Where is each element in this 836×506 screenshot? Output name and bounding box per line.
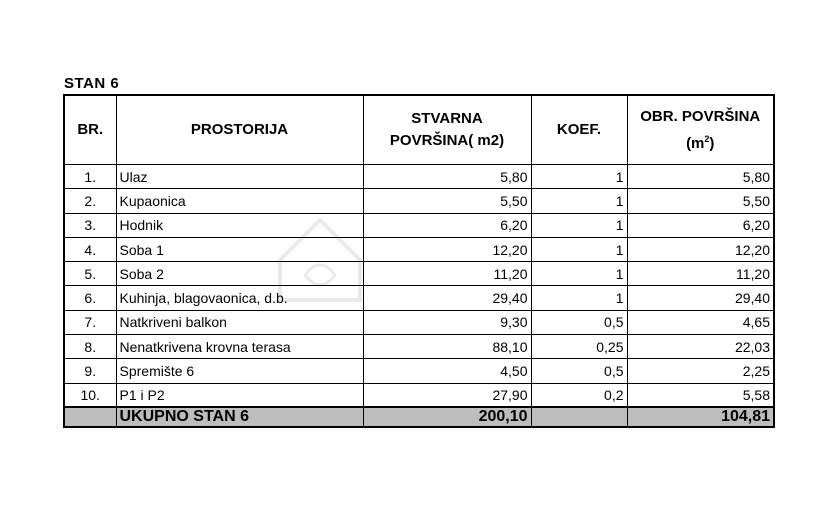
table-row [64,310,774,334]
header-stvarna [363,95,531,165]
row-koef: 0,5 [531,310,627,334]
header-row [64,95,774,165]
row-number: 1. [64,165,116,189]
row-koef: 0,25 [531,335,627,359]
row-room-name: Soba 1 [116,237,363,261]
row-koef: 0,5 [531,359,627,383]
table-row [64,359,774,383]
total-br [64,407,116,427]
row-room-name: Hodnik [116,213,363,237]
row-stvarna: 11,20 [363,262,531,286]
document-title: STAN 6 [64,75,120,92]
header-obr-post: ) [709,134,715,152]
header-koef: KOEF. [531,95,627,165]
header-prostorija: PROSTORIJA [116,95,363,165]
row-number: 6. [64,286,116,310]
row-stvarna: 9,30 [363,310,531,334]
table-row [64,335,774,359]
total-koef [531,407,627,427]
row-room-name: Spremište 6 [116,359,363,383]
row-stvarna: 27,90 [363,383,531,407]
header-stvarna-line1: STVARNA [411,110,483,127]
row-stvarna: 5,80 [363,165,531,189]
total-row [64,407,774,427]
header-obr [627,95,774,165]
row-obr: 11,20 [627,262,774,286]
total-stvarna: 200,10 [363,407,531,427]
header-stvarna-line2: POVRŠINA( m2) [389,132,505,149]
table-row [64,165,774,189]
row-number: 8. [64,335,116,359]
row-number: 10. [64,383,116,407]
total-obr: 104,81 [627,407,774,427]
row-room-name: Ulaz [116,165,363,189]
area-table [63,94,775,428]
row-stvarna: 88,10 [363,335,531,359]
row-room-name: P1 i P2 [116,383,363,407]
row-obr: 6,20 [627,213,774,237]
table-row [64,189,774,213]
row-number: 4. [64,237,116,261]
row-koef: 1 [531,189,627,213]
table-row [64,213,774,237]
row-koef: 1 [531,213,627,237]
row-number: 7. [64,310,116,334]
row-room-name: Kuhinja, blagovaonica, d.b. [116,286,363,310]
table-row [64,383,774,407]
row-stvarna: 5,50 [363,189,531,213]
table-row [64,237,774,261]
row-koef: 1 [531,165,627,189]
row-obr: 5,50 [627,189,774,213]
row-koef: 0,2 [531,383,627,407]
row-room-name: Soba 2 [116,262,363,286]
total-label: UKUPNO STAN 6 [116,407,363,427]
row-room-name: Kupaonica [116,189,363,213]
row-obr: 12,20 [627,237,774,261]
table-row [64,286,774,310]
row-stvarna: 6,20 [363,213,531,237]
row-obr: 29,40 [627,286,774,310]
row-stvarna: 4,50 [363,359,531,383]
table-row [64,262,774,286]
row-number: 9. [64,359,116,383]
row-stvarna: 12,20 [363,237,531,261]
row-obr: 2,25 [627,359,774,383]
row-koef: 1 [531,237,627,261]
header-obr-pre: (m [686,134,705,152]
row-room-name: Nenatkrivena krovna terasa [116,335,363,359]
header-br: BR. [64,95,116,165]
row-obr: 22,03 [627,335,774,359]
row-number: 3. [64,213,116,237]
row-obr: 4,65 [627,310,774,334]
row-room-name: Natkriveni balkon [116,310,363,334]
row-koef: 1 [531,262,627,286]
header-obr-line1: OBR. POVRŠINA [640,107,761,125]
row-obr: 5,80 [627,165,774,189]
header-obr-line2 [686,135,714,152]
row-stvarna: 29,40 [363,286,531,310]
header-obr-sup: 2 [704,133,710,144]
row-obr: 5,58 [627,383,774,407]
row-number: 5. [64,262,116,286]
row-koef: 1 [531,286,627,310]
row-number: 2. [64,189,116,213]
